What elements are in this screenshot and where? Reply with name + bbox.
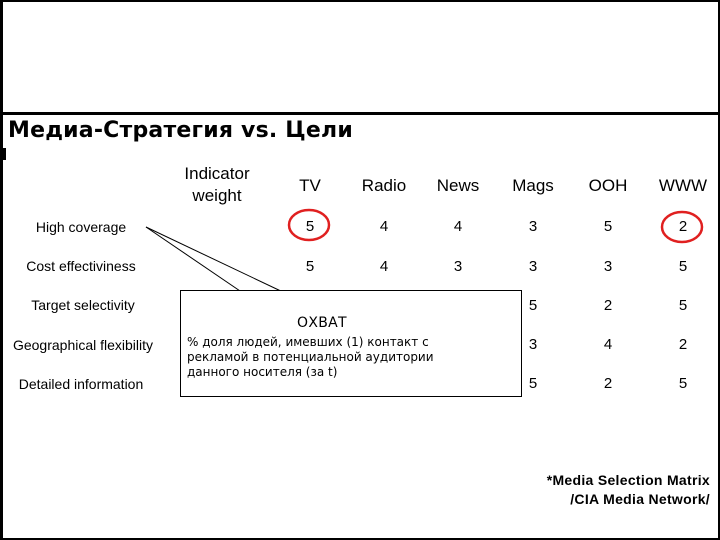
footnote-line-2: /CIA Media Network/ [570,491,710,507]
cell-geo-mags: 3 [528,336,538,353]
callout-line-upper [146,227,243,293]
cell-cost-ooh: 3 [603,258,613,275]
cell-cost-radio: 4 [379,258,389,275]
column-header-news: News [436,176,480,195]
cell-high-coverage-tv: 5 [305,218,315,235]
top-border [0,0,720,2]
column-header-ooh: OOH [588,176,628,195]
column-header-www: WWW [658,176,708,195]
row-label-cost-effectiveness: Cost effectiviness [26,258,136,274]
row-label-target-selectivity: Target selectivity [31,297,135,313]
source-footnote [547,471,710,509]
indicator-weight-header [184,163,249,207]
page-title: Медиа-Стратегия vs. Цели [8,118,353,143]
cell-detailed-www: 5 [678,375,688,392]
indicator-header-line-1: Indicator [184,164,250,183]
cell-high-coverage-radio: 4 [379,218,389,235]
cell-geo-ooh: 4 [603,336,613,353]
cell-cost-www: 5 [678,258,688,275]
title-marker [0,148,6,160]
row-label-detailed-information: Detailed information [18,376,144,392]
callout-title: ОХВАТ [297,315,347,331]
cell-cost-mags: 3 [528,258,538,275]
cell-geo-www: 2 [678,336,688,353]
cell-cost-tv: 5 [305,258,315,275]
cell-target-ooh: 2 [603,297,613,314]
cell-high-coverage-mags: 3 [528,218,538,235]
cell-high-coverage-news: 4 [453,218,463,235]
title-divider [0,112,720,115]
callout-description: % доля людей, имевших (1) контакт с рекламой в потенциальной аудитории данного носителя (за t) [187,335,434,379]
left-border [0,0,3,540]
row-label-geographical-flexibility: Geographical flexibility [12,337,154,353]
cell-cost-news: 3 [453,258,463,275]
cell-detailed-mags: 5 [528,375,538,392]
callout-box [180,290,522,397]
cell-high-coverage-ooh: 5 [603,218,613,235]
indicator-header-line-2: weight [192,186,242,205]
cell-target-mags: 5 [528,297,538,314]
cell-high-coverage-www: 2 [678,218,688,235]
footnote-line-1: *Media Selection Matrix [546,472,710,488]
column-header-tv: TV [299,176,321,195]
cell-detailed-ooh: 2 [603,375,613,392]
cell-target-www: 5 [678,297,688,314]
column-header-radio: Radio [361,176,407,195]
row-label-high-coverage: High coverage [35,219,127,235]
callout-line-lower [146,227,285,293]
column-header-mags: Mags [512,176,554,195]
